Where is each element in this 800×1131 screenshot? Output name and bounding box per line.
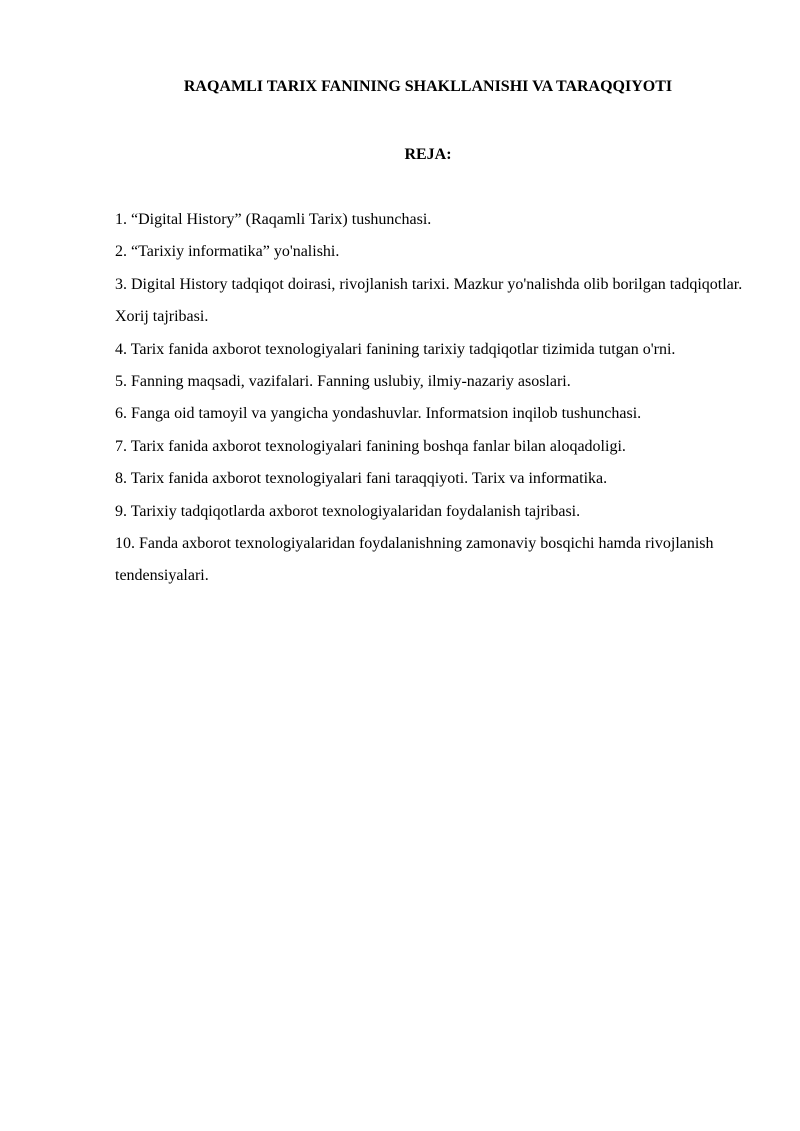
- plan-item: 5. Fanning maqsadi, vazifalari. Fanning uslubiy, ilmiy-nazariy asoslari.: [115, 373, 571, 391]
- plan-item: 7. Tarix fanida axborot texnologiyalari fanining boshqa fanlar bilan aloqadoligi.: [115, 437, 626, 455]
- document-title: RAQAMLI TARIX FANINING SHAKLLANISHI VA TARAQQIYOTI: [183, 78, 673, 95]
- plan-heading: REJA:: [404, 146, 452, 163]
- plan-item: 1. “Digital History” (Raqamli Tarix) tushunchasi.: [115, 211, 432, 228]
- plan-item: 2. “Tarixiy informatika” yo'nalishi.: [115, 243, 340, 261]
- plan-item: 6. Fanga oid tamoyil va yangicha yondashuvlar. Informatsion inqilob tushunchasi.: [115, 405, 642, 423]
- plan-item: 8. Tarix fanida axborot texnologiyalari fani taraqqiyoti. Tarix va informatika.: [115, 470, 608, 488]
- plan-list: [115, 204, 745, 593]
- plan-item: 9. Tarixiy tadqiqotlarda axborot texnologiyalaridan foydalanish tajribasi.: [115, 502, 581, 520]
- plan-item: 10. Fanda axborot texnologiyalaridan foydalanishning zamonaviy bosqichi hamda rivojlanish tendensiyalari.: [115, 535, 714, 585]
- plan-item: 3. Digital History tadqiqot doirasi, rivojlanish tarixi. Mazkur yo'nalishda olib borilgan tadqiqotlar. Xorij tajribasi.: [115, 275, 743, 326]
- plan-item: 4. Tarix fanida axborot texnologiyalari fanining tarixiy tadqiqotlar tizimida tutgan o'rni.: [115, 340, 676, 358]
